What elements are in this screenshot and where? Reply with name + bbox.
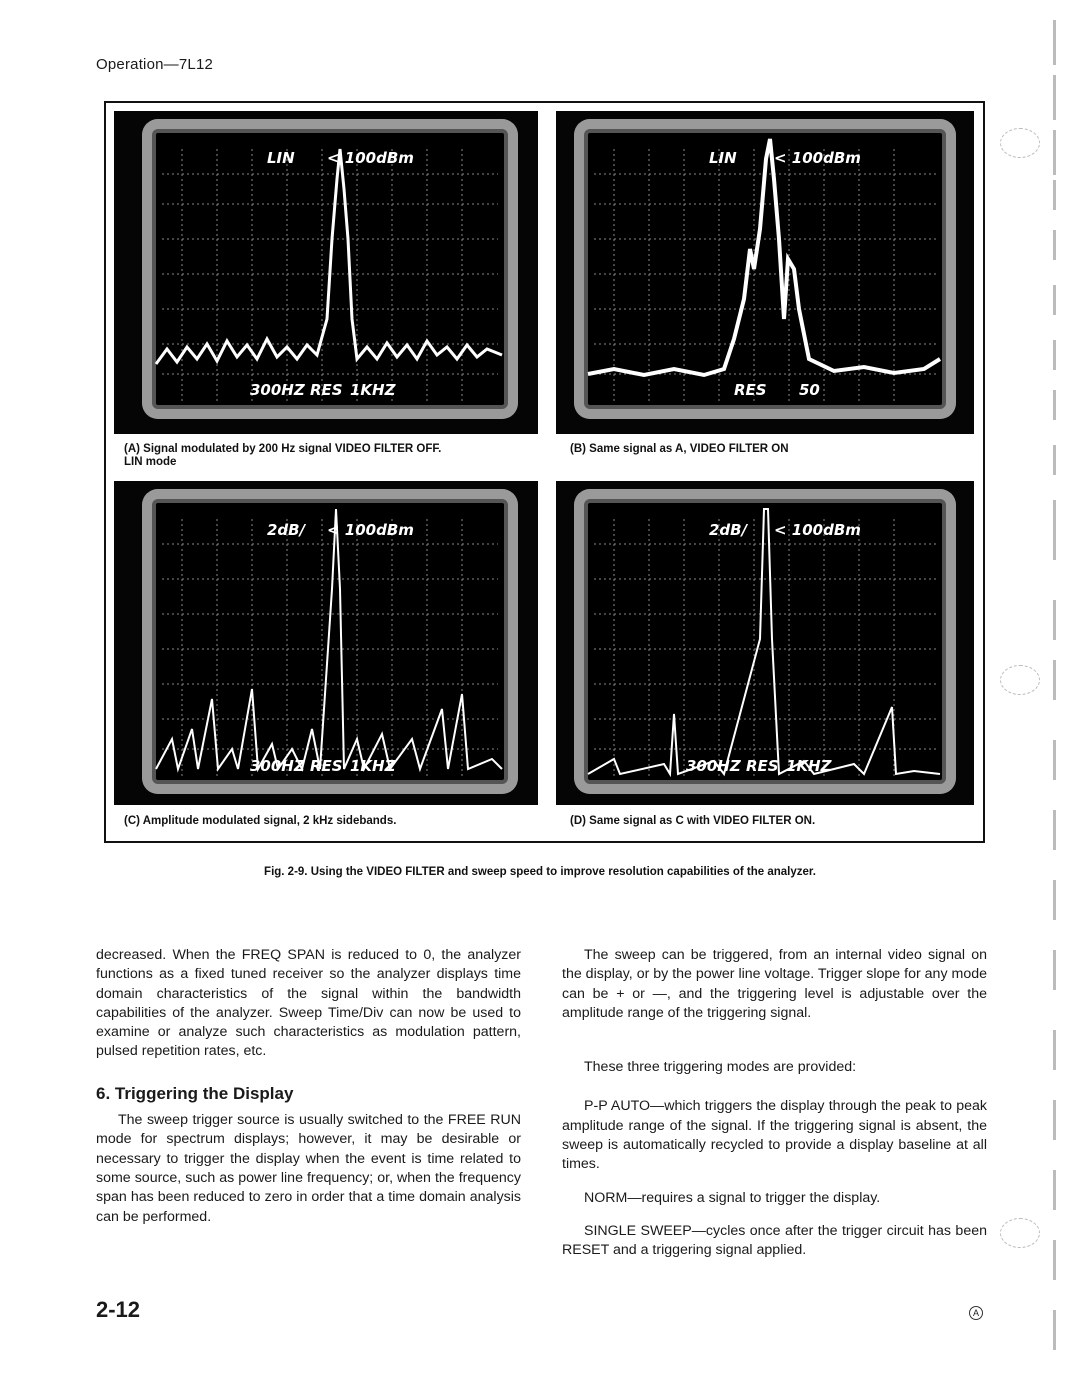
screen-label-bottom-left: RES [734, 381, 767, 399]
paragraph: P-P AUTO—which triggers the display through the peak to peak amplitude range of the signal. If the triggering signal is absent, the sweep is automatically recycled to provide a display baseline at all times. [562, 1098, 987, 1173]
binder-mark [1053, 20, 1056, 65]
binder-mark [1053, 130, 1056, 175]
page-number: 2-12 [96, 1297, 141, 1322]
screen-label-bottom-left: 300HZ RES [250, 757, 343, 775]
paragraph: The sweep trigger source is usually switched to the FREE RUN mode for spectrum displays; however, it may be desirable or necessary to trigger the display when the event is time related to some source, such as power line frequency; or, when the frequency span has been reduced to zero in order that a time domain analysis can be performed. [96, 1112, 521, 1225]
binder-mark [1053, 1030, 1056, 1070]
binder-mark [1053, 445, 1056, 475]
screen-label-top-right: < 100dBm [327, 149, 414, 167]
screen-label-top-left: LIN [709, 149, 737, 167]
figure-caption: Fig. 2-9. Using the VIDEO FILTER and sweep speed to improve resolution capabilities of the analyzer. [264, 866, 816, 878]
paragraph: These three triggering modes are provided: [584, 1059, 857, 1076]
screen-label-bottom-left: 300HZ RES [686, 757, 779, 775]
binder-mark [1053, 230, 1056, 260]
binder-mark [1053, 600, 1056, 640]
screen-label-top-right: < 100dBm [774, 149, 861, 167]
paragraph: NORM—requires a signal to trigger the display. [584, 1189, 881, 1206]
crt-screen-a [142, 119, 518, 419]
binder-mark [1053, 340, 1056, 370]
crt-screen-d [574, 489, 956, 794]
panel-caption-d: (D) Same signal as C with VIDEO FILTER ON. [570, 815, 816, 827]
paragraph: SINGLE SWEEP—cycles once after the trigger circuit has been RESET and a triggering signal applied. [562, 1222, 987, 1259]
binder-hole [1000, 665, 1040, 695]
binder-mark [1053, 180, 1056, 210]
screen-label-top-left: 2dB/ [267, 521, 306, 539]
spectrum-trace-b [574, 119, 956, 419]
scope-photo-c [114, 481, 538, 805]
scope-photo-d [556, 481, 974, 805]
left-column [96, 946, 521, 1227]
binder-mark [1053, 285, 1056, 315]
binder-mark [1053, 950, 1056, 990]
binder-mark [1053, 880, 1056, 920]
paragraph: The sweep can be triggered, from an internal video signal on the display, or by the power line voltage. Trigger slope for any mode can be + or —, and the triggering level is adjustable over the amplitude range of the triggering signal. [562, 947, 987, 1021]
right-column [562, 946, 987, 1261]
binder-mark [1053, 1310, 1056, 1350]
binder-mark [1053, 810, 1056, 850]
binder-mark [1053, 390, 1056, 420]
scope-photo-a [114, 111, 538, 434]
running-head: Operation—7L12 [96, 56, 214, 73]
figure-frame [104, 101, 985, 843]
screen-label-bottom-left: 300HZ RES [250, 381, 343, 399]
binder-hole [1000, 128, 1040, 158]
screen-label-top-left: 2dB/ [709, 521, 748, 539]
screen-label-bottom-right: 50 [799, 381, 820, 399]
crt-screen-c [142, 489, 518, 794]
screen-label-top-right: < 100dBm [774, 521, 861, 539]
screen-label-top-right: < 100dBm [327, 521, 414, 539]
binder-mark [1053, 75, 1056, 120]
binder-hole [1000, 1218, 1040, 1248]
panel-caption-a: (A) Signal modulated by 200 Hz signal VIDEO FILTER OFF. LIN mode [124, 443, 442, 468]
binder-mark [1053, 1240, 1056, 1280]
crt-screen-b [574, 119, 956, 419]
paragraph: decreased. When the FREQ SPAN is reduced to 0, the analyzer functions as a fixed tuned receiver so the analyzer displays time domain characteristics of the signal within the bandwidth capabilities of the analyzer. Sweep Time/Div can now be used to examine or analyze such characteristics as modulation pattern, pulsed repetition rates, etc. [96, 947, 521, 1060]
binder-mark [1053, 500, 1056, 560]
scope-photo-b [556, 111, 974, 434]
spectrum-trace-d [574, 489, 956, 794]
screen-label-bottom-right: 1KHZ [786, 757, 832, 775]
panel-caption-c: (C) Amplitude modulated signal, 2 kHz sidebands. [124, 815, 397, 827]
screen-label-bottom-right: 1KHZ [350, 381, 396, 399]
binder-mark [1053, 660, 1056, 700]
revision-mark-icon: A [969, 1306, 983, 1320]
binder-mark [1053, 1170, 1056, 1210]
binder-mark [1053, 740, 1056, 780]
screen-label-top-left: LIN [267, 149, 295, 167]
screen-label-bottom-right: 1KHZ [350, 757, 396, 775]
panel-caption-b: (B) Same signal as A, VIDEO FILTER ON [570, 443, 789, 455]
section-heading: 6. Triggering the Display [96, 1083, 294, 1103]
binder-mark [1053, 1100, 1056, 1140]
